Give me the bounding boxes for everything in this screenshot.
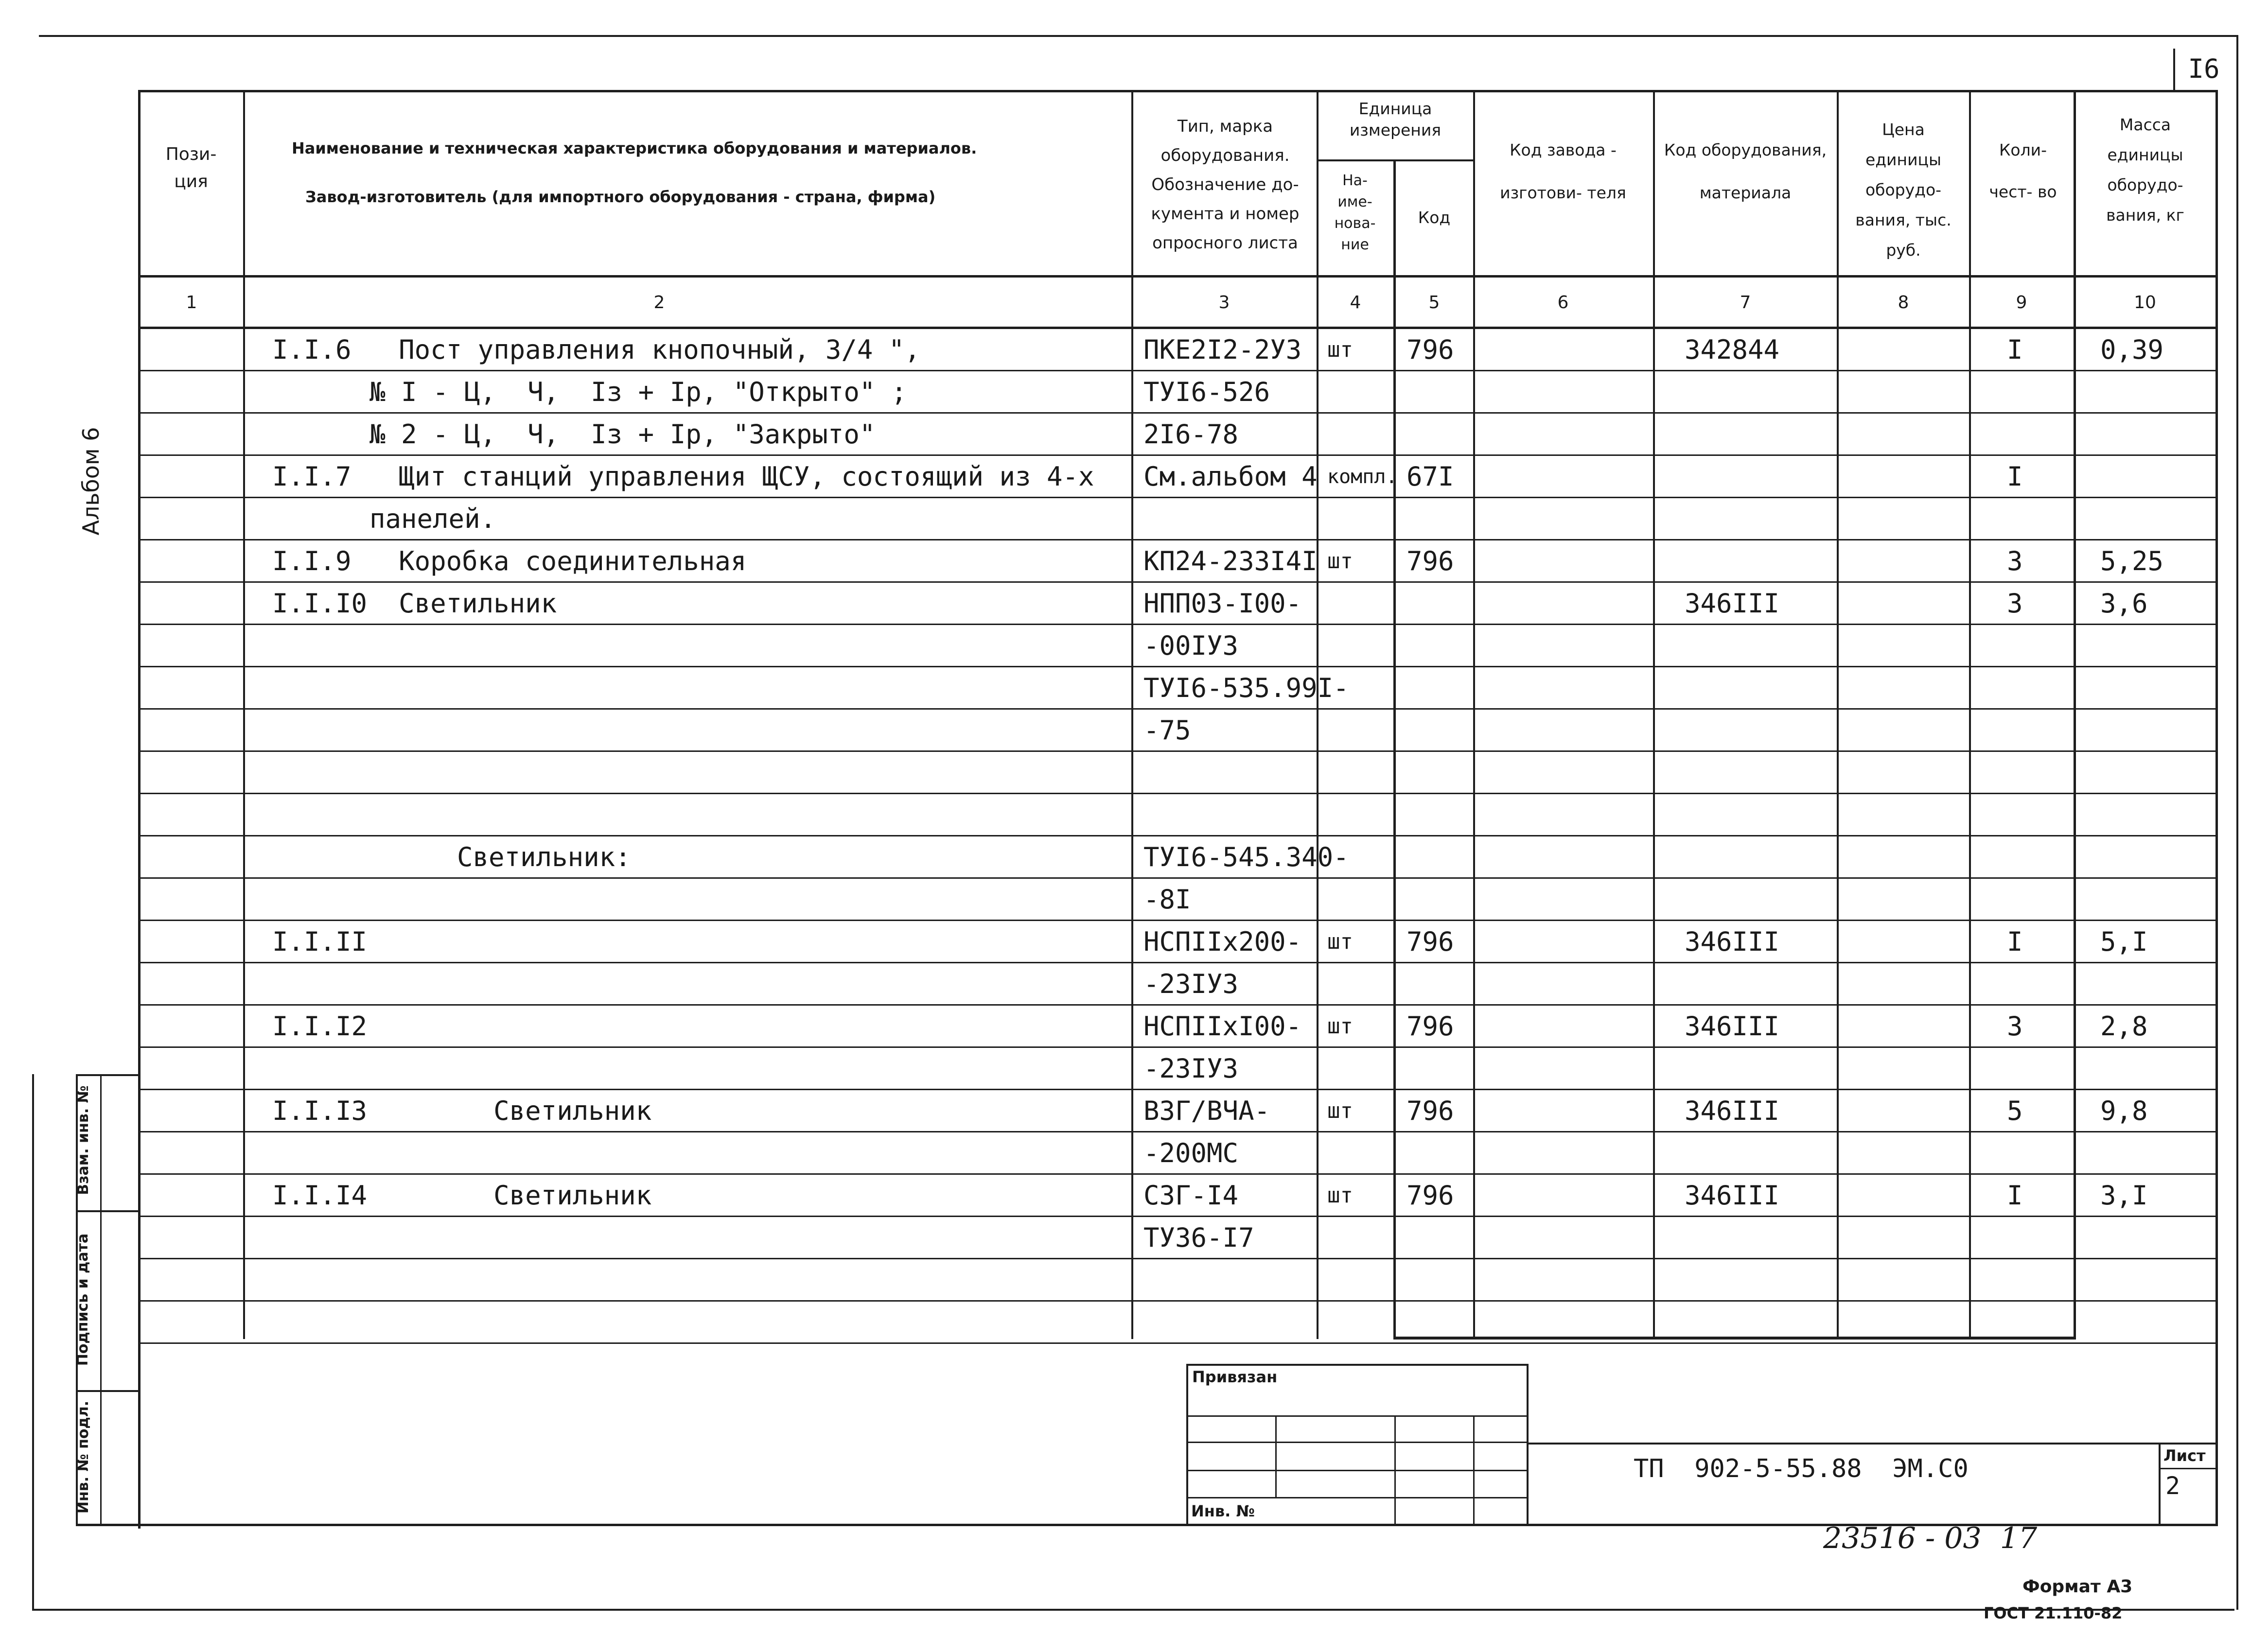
tb-row-4 — [1186, 1497, 1527, 1498]
row-unit-code: 67I — [1407, 461, 1454, 492]
stamp-podpis-label: Подпись и дата — [74, 1233, 91, 1366]
row-type: -23IУЗ — [1143, 969, 1239, 999]
row-type: ПКЕ2I2-2УЗ — [1143, 334, 1302, 365]
tb-col-1 — [1275, 1415, 1277, 1498]
row-type: См.альбом 4 — [1143, 461, 1318, 492]
colnum-2: 2 — [653, 293, 665, 313]
row-rule — [139, 581, 2217, 583]
row-name: I.I.II — [272, 926, 368, 957]
row-type: -8I — [1143, 884, 1191, 915]
colnum-5: 5 — [1428, 293, 1440, 313]
top-rule — [39, 35, 2236, 37]
tb-list-number: 2 — [2165, 1472, 2180, 1500]
row-quantity: 3 — [2007, 588, 2023, 619]
row-mass: 0,39 — [2100, 334, 2164, 365]
stamp-top — [76, 1074, 140, 1076]
row-equipment-code: 346III — [1685, 1096, 1780, 1126]
row-rule — [139, 454, 2217, 456]
row-name: I.I.I2 — [272, 1011, 368, 1042]
header-unit-group: Единица измерения — [1349, 99, 1442, 139]
header-position: Пози- ция — [165, 144, 217, 191]
row-rule — [139, 624, 2217, 625]
tb-doc-top — [1527, 1443, 2217, 1445]
gost-label: ГОСТ 21.110-82 — [1984, 1604, 2123, 1622]
header-price: Цена единицы оборудо- вания, тыс. руб. — [1855, 120, 1952, 260]
row-type: 2I6-78 — [1143, 419, 1239, 450]
col-rule-4 — [1393, 160, 1396, 1339]
row-quantity: I — [2007, 461, 2023, 492]
row-rule — [139, 1342, 2217, 1344]
corner-sheet-number: I6 — [2188, 53, 2220, 84]
row-unit-name: шт — [1327, 337, 1353, 362]
inner-top-rule — [139, 90, 2217, 92]
header-unit-code: Код — [1418, 208, 1451, 227]
tb-mid-right — [1527, 1364, 1529, 1525]
row-rule — [139, 877, 2217, 879]
tb-document-code: ТП 902-5-55.88 ЭМ.С0 — [1634, 1454, 1969, 1483]
row-rule — [139, 412, 2217, 414]
tb-list-divider — [2159, 1468, 2217, 1469]
corner-box-left — [2173, 49, 2175, 92]
row-rule — [139, 1131, 2217, 1132]
row-unit-code: 796 — [1407, 926, 1454, 957]
row-type: СЗГ-I4 — [1143, 1180, 1239, 1211]
row-rule — [139, 1300, 2217, 1302]
row-unit-name: шт — [1327, 1014, 1353, 1039]
tb-left — [1186, 1364, 1188, 1525]
row-equipment-code: 346III — [1685, 1011, 1780, 1042]
tb-privyazan: Привязан — [1192, 1368, 1278, 1386]
row-equipment-code: 346III — [1685, 1180, 1780, 1211]
row-rule — [139, 666, 2217, 667]
row-unit-name: шт — [1327, 929, 1353, 954]
row-rule — [139, 835, 2217, 836]
row-type: -23IУЗ — [1143, 1053, 1239, 1084]
row-rule — [139, 708, 2217, 710]
row-type: ТУI6-535.99I- — [1143, 673, 1349, 703]
inner-left-rule — [138, 90, 141, 1529]
row-name: № I - Ц, Ч, Iз + Iр, "Открыто" ; — [369, 377, 907, 407]
row-type: -75 — [1143, 715, 1191, 746]
row-type: ТУI6-526 — [1143, 377, 1270, 407]
tb-top — [1186, 1364, 1527, 1366]
colnum-9: 9 — [2016, 293, 2027, 313]
stamp-col-divider — [100, 1074, 102, 1526]
row-quantity: I — [2007, 1180, 2023, 1211]
row-name: I.I.I4 Светильник — [272, 1180, 652, 1211]
row-rule — [139, 370, 2217, 371]
header-equipment-code: Код оборудования, материала — [1664, 140, 1827, 202]
stamp-vzam-label: Взам. инв. № — [75, 1085, 92, 1195]
tb-row-1 — [1186, 1415, 1527, 1417]
row-mass: 3,6 — [2100, 588, 2148, 619]
right-edge-rule — [2236, 35, 2238, 1610]
row-quantity: 3 — [2007, 546, 2023, 576]
colnum-4: 4 — [1350, 293, 1361, 313]
colnum-6: 6 — [1557, 293, 1569, 313]
row-type: ВЗГ/ВЧА- — [1143, 1096, 1270, 1126]
row-rule — [139, 920, 2217, 921]
row-equipment-code: 346III — [1685, 926, 1780, 957]
row-name: Светильник: — [457, 842, 631, 872]
row-rule — [139, 497, 2217, 498]
tb-list-left — [2159, 1443, 2161, 1525]
row-type: ТУI6-545.340- — [1143, 842, 1349, 872]
row-rule — [139, 962, 2217, 963]
handwritten-number: 23516 - 03 17 — [1823, 1521, 2038, 1555]
colnum-7: 7 — [1740, 293, 1751, 313]
colnum-1: 1 — [186, 293, 197, 313]
row-unit-code: 796 — [1407, 546, 1454, 576]
inner-right-rule — [2215, 90, 2218, 1524]
row-rule — [139, 1258, 2217, 1259]
tb-row-3 — [1186, 1470, 1527, 1471]
row-quantity: 3 — [2007, 1011, 2023, 1042]
row-unit-code: 796 — [1407, 1011, 1454, 1042]
row-name: I.I.I0 Светильник — [272, 588, 557, 619]
tb-inv-no: Инв. № — [1191, 1502, 1255, 1520]
row-equipment-code: 346III — [1685, 588, 1780, 619]
tb-list-label: Лист — [2163, 1446, 2206, 1465]
row-unit-name: шт — [1327, 1098, 1353, 1123]
tb-col-2 — [1394, 1415, 1396, 1525]
row-name: I.I.9 Коробка соединительная — [272, 546, 747, 576]
row-type: КП24-233I4I — [1143, 546, 1318, 576]
colnum-3: 3 — [1218, 293, 1230, 313]
tb-col-3 — [1473, 1415, 1475, 1525]
row-mass: 5,25 — [2100, 546, 2164, 576]
row-name: I.I.7 Щит станций управления ЩСУ, состоящий из 4-х — [272, 461, 1094, 492]
tb-row-2 — [1186, 1442, 1527, 1443]
row-mass: 5,I — [2100, 926, 2148, 957]
row-type: НПП03-I00- — [1143, 588, 1302, 619]
row-rule — [139, 1216, 2217, 1217]
row-mass: 3,I — [2100, 1180, 2148, 1211]
row-type: ТУ36-I7 — [1143, 1222, 1254, 1253]
row-quantity: 5 — [2007, 1096, 2023, 1126]
outer-left-rule — [32, 1074, 34, 1609]
row-quantity: I — [2007, 334, 2023, 365]
row-equipment-code: 342844 — [1685, 334, 1780, 365]
row-type: -200МС — [1143, 1138, 1239, 1168]
row-mass: 2,8 — [2100, 1011, 2148, 1042]
stamp-inv-label: Инв. № подл. — [75, 1400, 92, 1514]
header-name-line1: Наименование и техническая характеристика оборудования и материалов. — [292, 139, 977, 157]
row-quantity: I — [2007, 926, 2023, 957]
row-rule — [139, 1089, 2217, 1090]
header-type-mark: Тип, марка оборудования. Обозначение до- кумента и номер опросного листа — [1151, 117, 1300, 253]
row-name: I.I.6 Пост управления кнопочный, 3/4 ", — [272, 334, 920, 365]
row-name: панелей. — [369, 504, 496, 534]
header-bottom-rule — [139, 275, 2217, 278]
row-mass: 9,8 — [2100, 1096, 2148, 1126]
colnum-10: 10 — [2134, 293, 2156, 313]
row-type: -00IУЗ — [1143, 630, 1239, 661]
header-unit-name: На- име- нова- ние — [1334, 172, 1376, 253]
row-name: I.I.I3 Светильник — [272, 1096, 652, 1126]
format-label: Формат А3 — [2022, 1577, 2133, 1597]
colnum-8: 8 — [1898, 293, 1909, 313]
row-rule — [139, 1173, 2217, 1175]
colnum-bottom-rule — [139, 327, 2217, 329]
row-rule — [139, 750, 2217, 752]
header-factory-code: Код завода - изготови- теля — [1500, 140, 1626, 202]
outer-bottom-rule — [32, 1609, 2234, 1611]
row-rule — [139, 793, 2217, 794]
header-quantity: Коли- чест- во — [1989, 140, 2057, 201]
row-unit-name: шт — [1327, 549, 1353, 574]
row-rule — [139, 1004, 2217, 1006]
row-name: № 2 - Ц, Ч, Iз + Iр, "Закрыто" — [369, 419, 876, 450]
row-unit-code: 796 — [1407, 1180, 1454, 1211]
row-type: НСПIIх200- — [1143, 926, 1302, 957]
row-rule — [139, 1046, 2217, 1048]
row-unit-code: 796 — [1407, 334, 1454, 365]
header-mass: Масса единицы оборудо- вания, кг — [2106, 115, 2184, 225]
heavy-frame-bottom — [1393, 1337, 2076, 1340]
row-unit-name: компл. — [1327, 466, 1398, 488]
row-rule — [139, 539, 2217, 540]
unit-group-divider — [1317, 159, 1475, 161]
header-name-line2: Завод-изготовитель (для импортного оборудования - страна, фирма) — [305, 188, 936, 206]
row-unit-code: 796 — [1407, 1096, 1454, 1126]
row-unit-name: шт — [1327, 1183, 1353, 1208]
row-type: НСПIIхI00- — [1143, 1011, 1302, 1042]
album-label: Альбом 6 — [78, 427, 104, 536]
